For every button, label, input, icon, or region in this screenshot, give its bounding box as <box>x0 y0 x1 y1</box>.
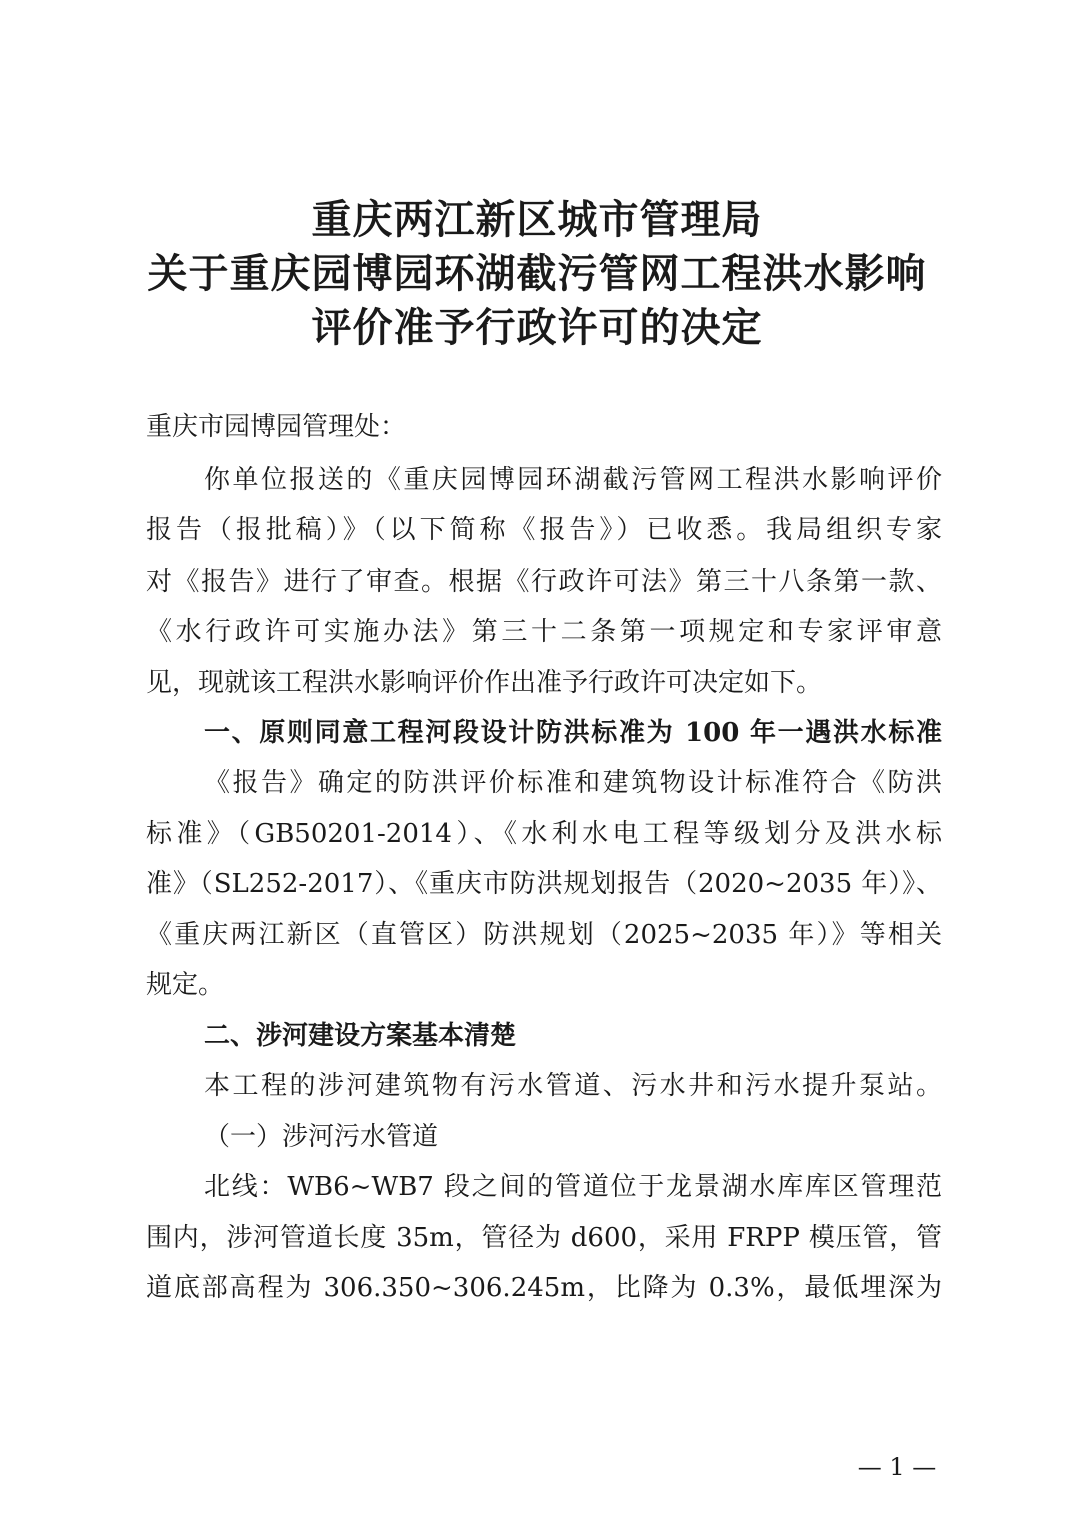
section-1-line-1: 《报告》确定的防洪评价标准和建筑物设计标准符合《防洪 <box>204 768 942 798</box>
intro-line-3: 对《报告》进行了审查。根据《行政许可法》第三十八条第一款、 <box>146 567 942 597</box>
addressee: 重庆市园博园管理处： <box>146 412 407 442</box>
section-2-line-1: 北线：WB6~WB7 段之间的管道位于龙景湖水库库区管理范 <box>204 1172 942 1202</box>
intro-line-1: 你单位报送的《重庆园博园环湖截污管网工程洪水影响评价 <box>204 465 942 495</box>
section-2-lead: 本工程的涉河建筑物有污水管道、污水井和污水提升泵站。 <box>204 1071 942 1101</box>
page-number: — 1 — <box>857 1453 937 1481</box>
section-2-subheading: （一）涉河污水管道 <box>204 1122 439 1152</box>
intro-line-2: 报告（报批稿）》（以下简称《报告》）已收悉。我局组织专家 <box>146 515 942 545</box>
section-1-line-3: 准》（SL252-2017）、《重庆市防洪规划报告（2020~2035 年）》、 <box>146 869 942 899</box>
section-2-line-2: 围内，涉河管道长度 35m，管径为 d600，采用 FRPP 模压管，管 <box>146 1223 942 1253</box>
section-2-line-3: 道底部高程为 306.350~306.245m，比降为 0.3%，最低埋深为 <box>146 1273 942 1303</box>
section-1-line-2: 标准》（GB50201-2014）、《水利水电工程等级划分及洪水标 <box>146 819 942 849</box>
section-1-line-5: 规定。 <box>146 970 225 1000</box>
document-title-line-1: 重庆两江新区城市管理局 <box>311 196 763 243</box>
section-1-heading: 一、原则同意工程河段设计防洪标准为 100 年一遇洪水标准 <box>204 718 942 748</box>
intro-line-5: 见，现就该工程洪水影响评价作出准予行政许可决定如下。 <box>146 668 823 698</box>
intro-line-4: 《水行政许可实施办法》第三十二条第一项规定和专家评审意 <box>146 617 942 647</box>
document-title-line-2: 关于重庆园博园环湖截污管网工程洪水影响 <box>147 250 927 297</box>
section-1-line-4: 《重庆两江新区（直管区）防洪规划（2025~2035 年）》等相关 <box>146 920 942 950</box>
document-title-line-3: 评价准予行政许可的决定 <box>311 304 763 351</box>
section-2-heading: 二、涉河建设方案基本清楚 <box>204 1021 517 1051</box>
